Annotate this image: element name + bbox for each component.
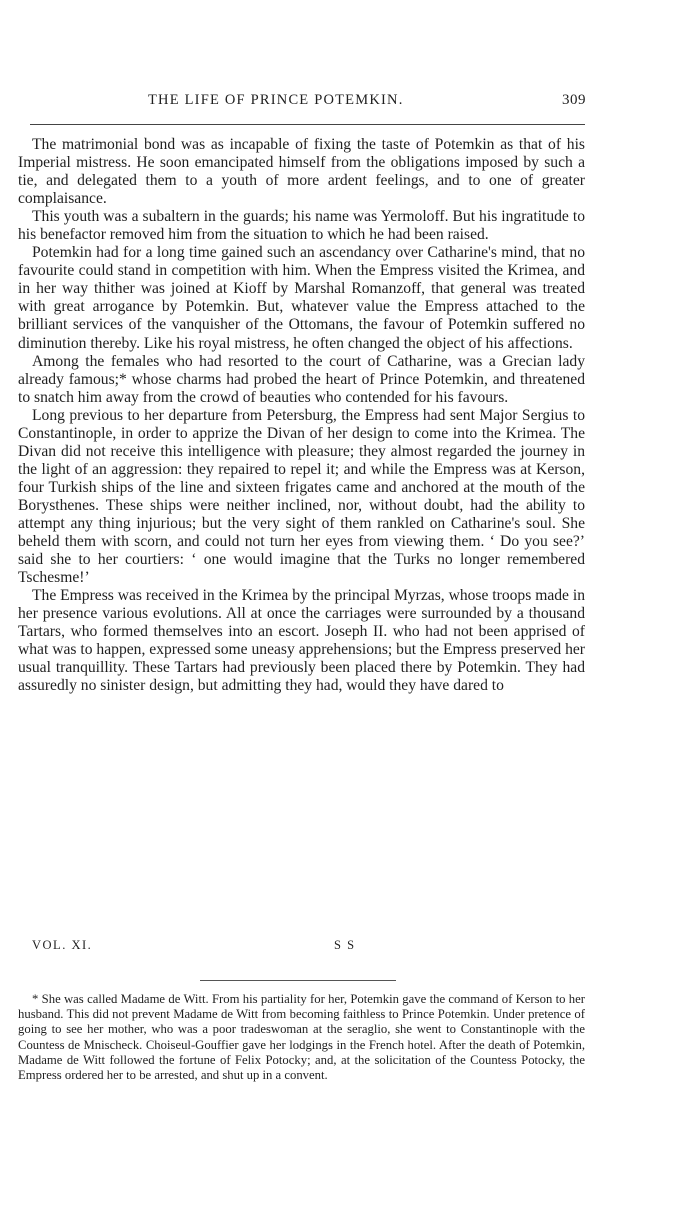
page-header [18, 92, 586, 116]
page-number: 309 [562, 92, 586, 108]
header-rule [30, 124, 585, 125]
paragraph: Long previous to her departure from Petersburg, the Empress had sent Major Sergius to Constantinople, in order to apprize the Divan of her design to come into the Krimea. The Divan did not receive this intelligence with pleasure; they almost regarded the journey in the light of an aggression: they repaired to repel it; and while the Empress was at Kerson, four Turkish ships of the line and sixteen frigates came and anchored at the mouth of the Borysthenes. These ships were neither inclined, nor, without doubt, had the ability to attempt any thing injurious; but the very sight of them rankled on Catharine's soul. She beheld them with scorn, and could not turn her eyes from viewing them. ‘ Do you see?’ said she to her courtiers: ‘ one would imagine that the Turks no longer remembered Tschesme!’ [18, 406, 585, 587]
footnote [18, 992, 585, 1083]
paragraph: This youth was a subaltern in the guards; his name was Yermoloff. But his ingratitude to his benefactor removed him from the situation to which he had been raised. [18, 208, 585, 244]
running-title: THE LIFE OF PRINCE POTEMKIN. [148, 92, 404, 108]
paragraph: The Empress was received in the Krimea by the principal Myrzas, whose troops made in her presence various evolutions. All at once the carriages were surrounded by a thousand Tartars, who formed themselves into an escort. Joseph II. who had not been apprised of what was to happen, expressed some uneasy apprehensions; but the Empress preserved her usual tranquillity. These Tartars had previously been placed there by Potemkin. They had assuredly no sinister design, but admitting they had, would they have dared to [18, 587, 585, 695]
paragraph: The matrimonial bond was as incapable of fixing the taste of Potemkin as that of his Imperial mistress. He soon emancipated himself from the obligations imposed by such a tie, and delegated them to a youth of more ardent feelings, and to one of greater complaisance. [18, 136, 585, 208]
footnote-rule [200, 980, 396, 981]
footnote-text: * She was called Madame de Witt. From his partiality for her, Potemkin gave the command of Kerson to her husband. This did not prevent Madame de Witt from becoming faithless to Prince Potemkin. Under pretence of going to see her mother, who was a poor tradeswoman at the seraglio, she went to Constantinople with the Countess de Mnischeck. Choiseul-Gouffier gave her lodgings in the French hotel. After the death of Potemkin, Madame de Witt followed the fortune of Felix Potocky; and, at the solicitation of the Countess Potocky, the Empress ordered her to be arrested, and shut up in a convent. [18, 992, 585, 1083]
volume-label: VOL. XI. [32, 938, 93, 952]
printer-signature: S S [334, 938, 356, 952]
body-text [18, 136, 585, 695]
book-page [18, 92, 586, 1083]
paragraph: Potemkin had for a long time gained such an ascendancy over Catharine's mind, that no favourite could stand in competition with him. When the Empress visited the Krimea, and in her way thither was joined at Kioff by Marshal Romanzoff, that general was treated with great arrogance by Potemkin. But, whatever value the Empress attached to the brilliant services of the vanquisher of the Ottomans, the favour of Potemkin suffered no diminution thereby. Like his royal mistress, he often changed the object of his affections. [18, 244, 585, 352]
paragraph: Among the females who had resorted to the court of Catharine, was a Grecian lady already famous;* whose charms had probed the heart of Prince Potemkin, and threatened to snatch him away from the crowd of beauties who contended for his favours. [18, 352, 585, 406]
